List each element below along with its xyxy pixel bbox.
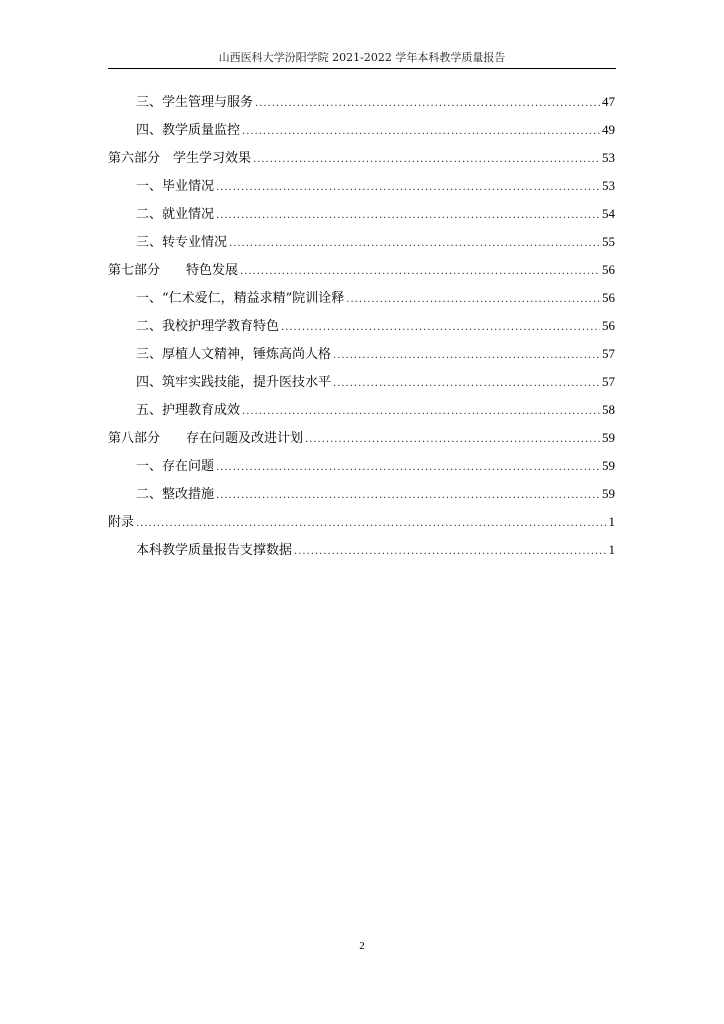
toc-entry-page: 59: [602, 430, 615, 445]
toc-entry-label: 第八部分 存在问题及改进计划: [108, 431, 304, 446]
toc-entry[interactable]: [108, 144, 615, 172]
header-rule: [108, 68, 616, 69]
toc-entry-label: 三、厚植人文精神，锤炼高尚人格: [136, 347, 332, 362]
toc-entry[interactable]: [108, 172, 615, 200]
toc-entry[interactable]: [108, 200, 615, 228]
toc-leader-dots: [255, 90, 600, 118]
toc-entry-label: 第六部分 学生学习效果: [108, 151, 252, 166]
toc-entry-page: 49: [602, 122, 615, 137]
toc-entry[interactable]: [108, 340, 615, 368]
toc-entry-page: 56: [602, 262, 615, 277]
toc-entry[interactable]: [108, 312, 615, 340]
toc-entry-page: 59: [602, 486, 615, 501]
toc-entry-page: 47: [602, 94, 615, 109]
toc-entry[interactable]: [108, 284, 615, 312]
toc-entry-page: 56: [602, 290, 615, 305]
toc-leader-dots: [216, 202, 600, 230]
toc-leader-dots: [333, 370, 600, 398]
toc-entry-page: 54: [602, 206, 615, 221]
toc-entry-label: 四、筑牢实践技能，提升医技水平: [136, 375, 332, 390]
toc-entry-label: 第七部分 特色发展: [108, 263, 239, 278]
toc-leader-dots: [216, 454, 600, 482]
toc-entry-page: 57: [602, 346, 615, 361]
toc-entry-page: 53: [602, 178, 615, 193]
running-header: 山西医科大学汾阳学院 2021-2022 学年本科教学质量报告: [218, 51, 506, 64]
toc-leader-dots: [229, 230, 600, 258]
toc-entry[interactable]: [108, 396, 615, 424]
toc-entry-label: 一、毕业情况: [136, 179, 215, 194]
toc-entry[interactable]: [108, 424, 615, 452]
toc-entry-label: 一、“仁术爱仁，精益求精”院训诠释: [136, 291, 345, 306]
toc-leader-dots: [346, 286, 600, 314]
toc-entry-page: 1: [608, 542, 615, 557]
toc-entry[interactable]: [108, 480, 615, 508]
toc-entry-label: 四、教学质量监控: [136, 123, 241, 138]
toc-entry-page: 59: [602, 458, 615, 473]
toc-entry-label: 二、整改措施: [136, 487, 215, 502]
toc-leader-dots: [305, 426, 600, 454]
toc-entry-label: 二、我校护理学教育特色: [136, 319, 280, 334]
toc-entry-label: 附录: [108, 515, 135, 530]
toc-entry[interactable]: [108, 228, 615, 256]
toc-leader-dots: [242, 398, 600, 426]
toc-entry-page: 1: [608, 514, 615, 529]
toc-entry-label: 本科教学质量报告支撑数据: [136, 543, 293, 558]
toc-entry-label: 二、就业情况: [136, 207, 215, 222]
toc-entry-page: 57: [602, 374, 615, 389]
toc-entry-page: 58: [602, 402, 615, 417]
toc-entry-label: 三、转专业情况: [136, 235, 228, 250]
toc-entry[interactable]: [108, 536, 615, 564]
toc-entry-page: 56: [602, 318, 615, 333]
toc-entry-label: 三、学生管理与服务: [136, 95, 254, 110]
toc-entry-label: 一、存在问题: [136, 459, 215, 474]
toc-entry[interactable]: [108, 116, 615, 144]
toc-leader-dots: [281, 314, 600, 342]
toc-entry[interactable]: [108, 88, 615, 116]
toc-leader-dots: [136, 510, 606, 538]
toc-leader-dots: [240, 258, 600, 286]
toc-entry[interactable]: [108, 256, 615, 284]
toc-leader-dots: [253, 146, 600, 174]
toc-leader-dots: [294, 538, 606, 566]
toc-entry[interactable]: [108, 452, 615, 480]
toc-leader-dots: [216, 174, 600, 202]
toc-entry[interactable]: [108, 508, 615, 536]
toc-leader-dots: [216, 482, 600, 510]
toc-entry[interactable]: [108, 368, 615, 396]
toc-leader-dots: [333, 342, 600, 370]
toc-entry-page: 53: [602, 150, 615, 165]
toc-entry-page: 55: [602, 234, 615, 249]
table-of-contents: [108, 88, 615, 564]
toc-entry-label: 五、护理教育成效: [136, 403, 241, 418]
page-number: 2: [359, 940, 365, 952]
toc-leader-dots: [242, 118, 600, 146]
